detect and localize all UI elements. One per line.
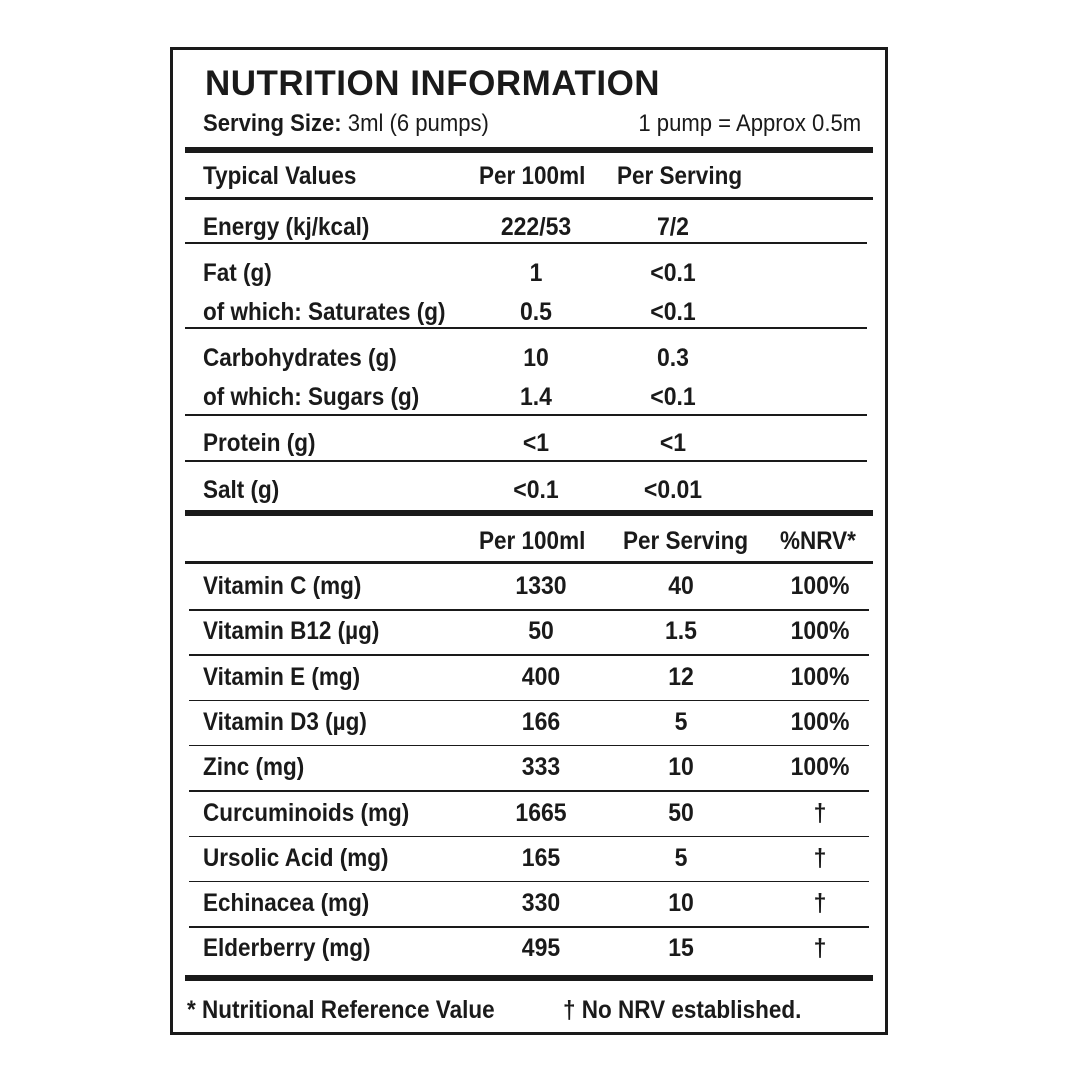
per-serving-value: 15	[668, 934, 694, 963]
per-100ml-value: <1	[522, 429, 550, 457]
per-100ml-value: 165	[521, 843, 561, 872]
per-serving-value: 0.3	[657, 344, 689, 372]
nrv-value: 100%	[790, 617, 850, 646]
row-divider	[185, 327, 867, 329]
per-serving-value: <0.01	[643, 476, 703, 504]
per-serving-value: 5	[674, 707, 688, 736]
panel-title: NUTRITION INFORMATION	[205, 64, 661, 103]
nutrition-panel	[170, 47, 888, 1035]
nrv-value: †	[813, 798, 827, 827]
pump-note: 1 pump = Approx 0.5m	[638, 110, 861, 137]
row-divider	[189, 836, 869, 838]
nrv-value: †	[813, 843, 827, 872]
header-per-serving: Per Serving	[623, 527, 749, 555]
nrv-value: 100%	[790, 572, 850, 600]
nutrient-name: Vitamin E (mg)	[203, 662, 361, 691]
nutrient-name: Protein (g)	[203, 429, 316, 457]
divider-thick	[185, 510, 873, 516]
per-100ml-value: 400	[521, 662, 561, 691]
per-100ml-value: 10	[523, 344, 549, 372]
row-divider	[189, 609, 869, 611]
per-serving-value: 7/2	[657, 213, 689, 241]
nrv-value: †	[813, 934, 827, 963]
row-divider	[189, 745, 869, 747]
per-serving-value: <0.1	[650, 383, 696, 411]
row-divider	[189, 881, 869, 883]
nutrient-name: Zinc (mg)	[203, 753, 305, 782]
per-100ml-value: 333	[521, 753, 561, 782]
nutrient-name: Vitamin C (mg)	[203, 572, 362, 600]
per-100ml-value: 1330	[515, 572, 567, 600]
serving-size-label: Serving Size:	[203, 110, 342, 137]
row-divider	[189, 790, 869, 792]
row-divider	[185, 242, 867, 244]
row-divider	[189, 926, 869, 928]
divider-thick	[185, 147, 873, 153]
per-serving-value: 5	[674, 843, 688, 872]
nutrient-name: Carbohydrates (g)	[203, 344, 397, 372]
serving-size-value: 3ml (6 pumps)	[341, 110, 489, 137]
nutrient-name: Ursolic Acid (mg)	[203, 843, 389, 872]
nutrient-name: Elderberry (mg)	[203, 934, 371, 963]
nrv-value: 100%	[790, 707, 850, 736]
nrv-value: 100%	[790, 753, 850, 782]
nutrient-name: of which: Saturates (g)	[203, 298, 446, 326]
row-divider	[185, 414, 867, 416]
per-100ml-value: 166	[521, 707, 561, 736]
per-serving-value: 50	[668, 798, 694, 827]
header-per-100ml: Per 100ml	[479, 162, 586, 190]
per-100ml-value: 495	[521, 934, 561, 963]
per-100ml-value: 222/53	[500, 213, 572, 241]
row-divider	[189, 700, 869, 702]
per-100ml-value: 1	[529, 259, 543, 287]
per-100ml-value: 330	[521, 889, 561, 918]
nutrient-name: of which: Sugars (g)	[203, 383, 420, 411]
nutrient-name: Vitamin D3 (µg)	[203, 707, 367, 736]
footnote-dagger: † No NRV established.	[563, 996, 802, 1024]
header-typical-values: Typical Values	[203, 162, 357, 190]
per-100ml-value: <0.1	[513, 476, 559, 504]
header-per-serving: Per Serving	[617, 162, 743, 190]
nutrient-name: Energy (kj/kcal)	[203, 213, 370, 241]
per-100ml-value: 50	[528, 617, 554, 646]
nutrient-name: Echinacea (mg)	[203, 889, 370, 918]
per-100ml-value: 1.4	[520, 383, 552, 411]
per-serving-value: 12	[668, 662, 694, 691]
nutrient-name: Fat (g)	[203, 259, 272, 287]
divider-thick	[185, 975, 873, 981]
per-serving-value: 40	[668, 572, 694, 600]
nrv-value: 100%	[790, 662, 850, 691]
nutrient-name: Curcuminoids (mg)	[203, 798, 410, 827]
serving-size	[203, 110, 489, 138]
footnote-nrv: * Nutritional Reference Value	[187, 996, 495, 1024]
header-nrv: %NRV*	[780, 527, 856, 555]
nrv-value: †	[813, 889, 827, 918]
per-serving-value: <0.1	[650, 298, 696, 326]
nutrient-name: Salt (g)	[203, 476, 280, 504]
nutrient-name: Vitamin B12 (µg)	[203, 617, 380, 646]
per-serving-value: 10	[668, 753, 694, 782]
divider-header	[185, 197, 873, 200]
per-serving-value: 1.5	[665, 617, 697, 646]
per-100ml-value: 0.5	[520, 298, 552, 326]
per-serving-value: <1	[659, 429, 687, 457]
divider-header	[185, 561, 873, 564]
per-100ml-value: 1665	[515, 798, 567, 827]
row-divider	[185, 460, 867, 462]
row-divider	[189, 654, 869, 656]
per-serving-value: 10	[668, 889, 694, 918]
header-per-100ml: Per 100ml	[479, 527, 586, 555]
per-serving-value: <0.1	[650, 259, 696, 287]
